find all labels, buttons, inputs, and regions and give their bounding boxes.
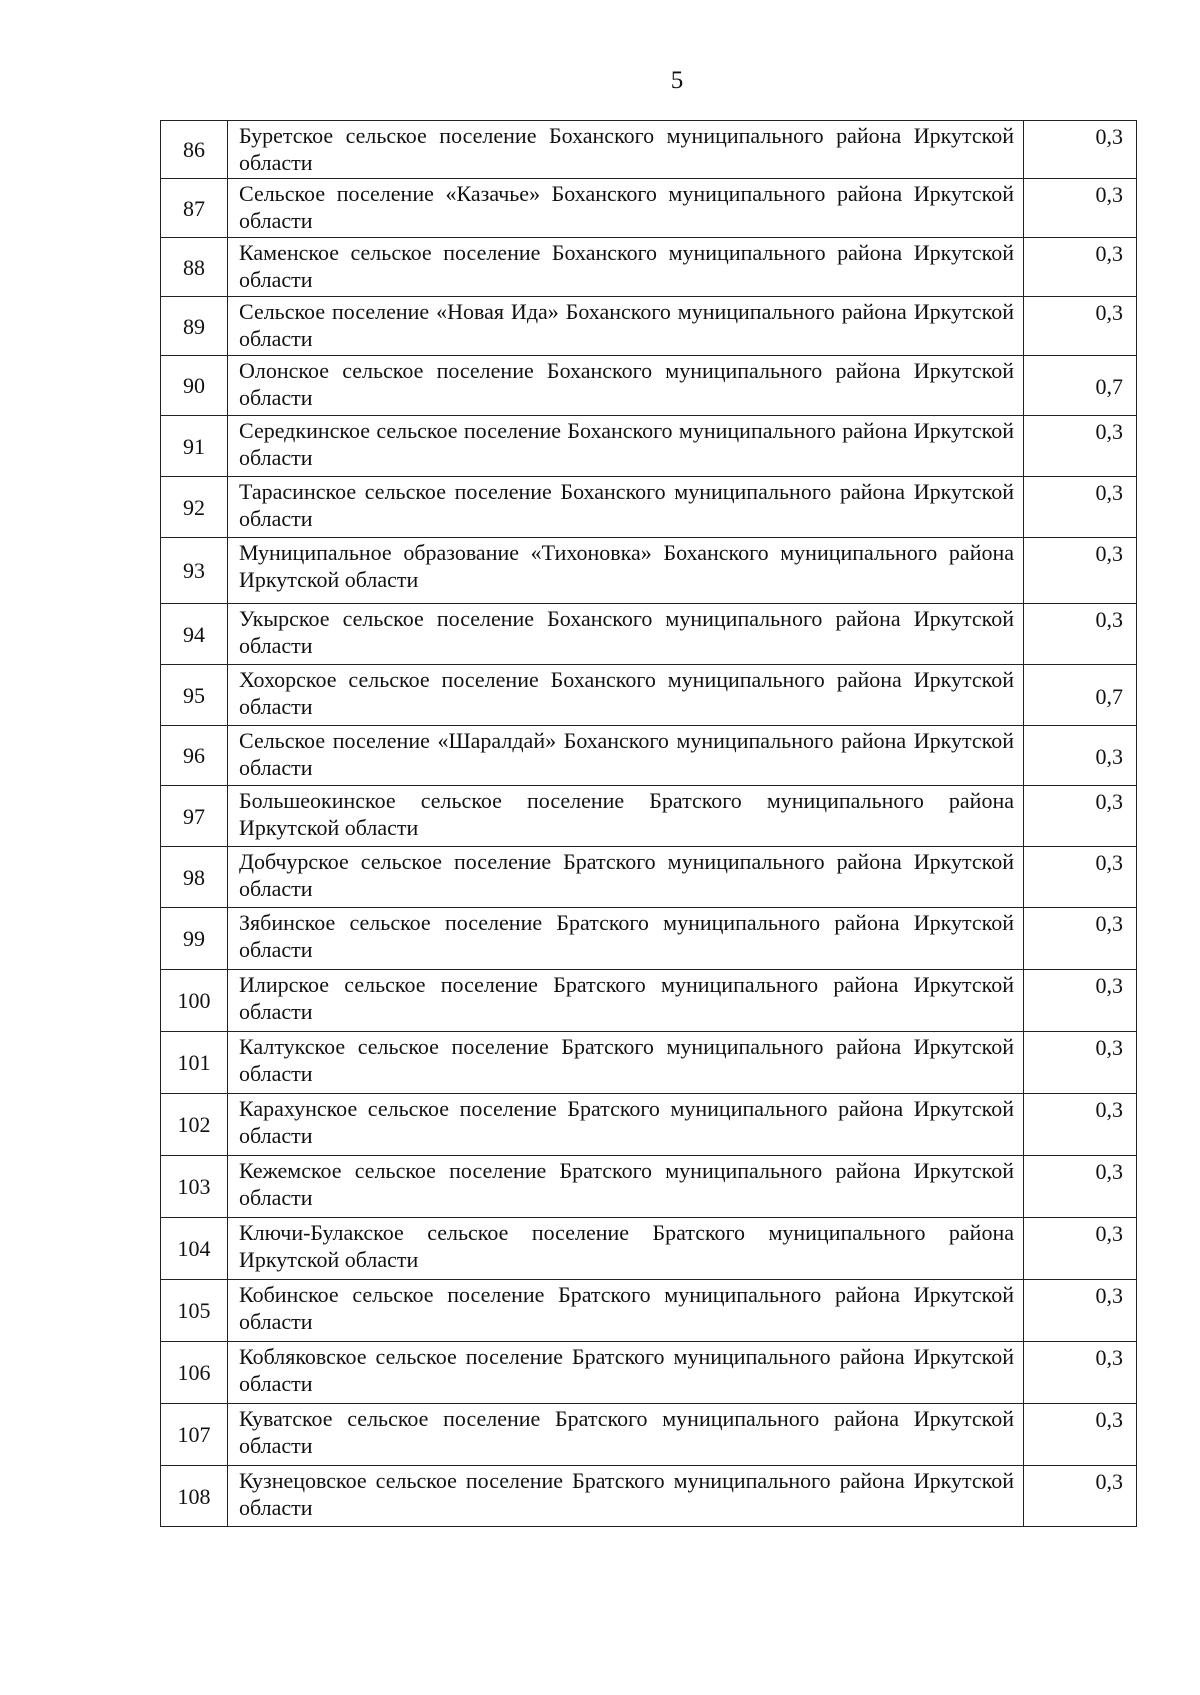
row-number: 91 <box>161 416 228 477</box>
row-number: 99 <box>161 908 228 970</box>
row-number: 94 <box>161 604 228 665</box>
row-number: 104 <box>161 1218 228 1280</box>
settlement-name: Середкинское сельское поселение Боханского муниципального района Иркутской области <box>228 416 1024 477</box>
row-number: 86 <box>161 121 228 179</box>
row-value: 0,3 <box>1024 297 1137 356</box>
settlement-name: Хохорское сельское поселение Боханского муниципального района Иркутской области <box>228 665 1024 726</box>
table-row <box>161 847 1137 908</box>
row-value: 0,3 <box>1024 1404 1137 1466</box>
row-value: 0,3 <box>1024 726 1137 786</box>
settlement-name: Большеокинское сельское поселение Братского муниципального района Иркутской области <box>228 786 1024 847</box>
row-value: 0,7 <box>1024 665 1137 726</box>
table-row <box>161 179 1137 238</box>
row-number: 95 <box>161 665 228 726</box>
settlement-name: Сельское поселение «Казачье» Боханского муниципального района Иркутской области <box>228 179 1024 238</box>
row-number: 93 <box>161 538 228 604</box>
page-number: 5 <box>670 67 684 94</box>
row-value: 0,7 <box>1024 356 1137 416</box>
row-value: 0,3 <box>1024 238 1137 297</box>
settlement-name: Куватское сельское поселение Братского муниципального района Иркутской области <box>228 1404 1024 1466</box>
row-number: 89 <box>161 297 228 356</box>
row-number: 87 <box>161 179 228 238</box>
row-value: 0,3 <box>1024 121 1137 179</box>
table-row <box>161 1156 1137 1218</box>
row-number: 108 <box>161 1466 228 1527</box>
table-row <box>161 416 1137 477</box>
row-number: 98 <box>161 847 228 908</box>
table-row <box>161 665 1137 726</box>
table-row <box>161 1094 1137 1156</box>
row-number: 88 <box>161 238 228 297</box>
settlement-name: Каменское сельское поселение Боханского муниципального района Иркутской области <box>228 238 1024 297</box>
settlement-name: Кобинское сельское поселение Братского муниципального района Иркутской области <box>228 1280 1024 1342</box>
settlement-name: Добчурское сельское поселение Братского муниципального района Иркутской области <box>228 847 1024 908</box>
table-row <box>161 1218 1137 1280</box>
settlement-name: Зябинское сельское поселение Братского муниципального района Иркутской области <box>228 908 1024 970</box>
row-value: 0,3 <box>1024 1218 1137 1280</box>
row-number: 102 <box>161 1094 228 1156</box>
row-number: 92 <box>161 477 228 538</box>
row-value: 0,3 <box>1024 179 1137 238</box>
table-row <box>161 786 1137 847</box>
table-row <box>161 726 1137 786</box>
row-value: 0,3 <box>1024 908 1137 970</box>
settlement-name: Кузнецовское сельское поселение Братского муниципального района Иркутской области <box>228 1466 1024 1527</box>
settlement-name: Сельское поселение «Шаралдай» Боханского муниципального района Иркутской области <box>228 726 1024 786</box>
table-row <box>161 356 1137 416</box>
settlement-name: Кежемское сельское поселение Братского муниципального района Иркутской области <box>228 1156 1024 1218</box>
settlement-name: Олонское сельское поселение Боханского муниципального района Иркутской области <box>228 356 1024 416</box>
row-value: 0,3 <box>1024 847 1137 908</box>
row-value: 0,3 <box>1024 1342 1137 1404</box>
settlements-table <box>160 120 1137 1527</box>
row-value: 0,3 <box>1024 1280 1137 1342</box>
row-value: 0,3 <box>1024 786 1137 847</box>
table-row <box>161 1032 1137 1094</box>
row-value: 0,3 <box>1024 970 1137 1032</box>
table-row <box>161 1404 1137 1466</box>
table-row <box>161 908 1137 970</box>
row-value: 0,3 <box>1024 1466 1137 1527</box>
table-row <box>161 970 1137 1032</box>
row-number: 107 <box>161 1404 228 1466</box>
settlement-name: Кобляковское сельское поселение Братского муниципального района Иркутской области <box>228 1342 1024 1404</box>
row-number: 101 <box>161 1032 228 1094</box>
row-value: 0,3 <box>1024 538 1137 604</box>
row-value: 0,3 <box>1024 1156 1137 1218</box>
row-value: 0,3 <box>1024 604 1137 665</box>
settlement-name: Муниципальное образование «Тихоновка» Боханского муниципального района Иркутской области <box>228 538 1024 604</box>
row-value: 0,3 <box>1024 416 1137 477</box>
table-row <box>161 477 1137 538</box>
settlement-name: Калтукское сельское поселение Братского муниципального района Иркутской области <box>228 1032 1024 1094</box>
table-row <box>161 121 1137 179</box>
row-value: 0,3 <box>1024 1094 1137 1156</box>
row-number: 100 <box>161 970 228 1032</box>
row-number: 106 <box>161 1342 228 1404</box>
row-number: 105 <box>161 1280 228 1342</box>
table-row <box>161 604 1137 665</box>
settlement-name: Карахунское сельское поселение Братского муниципального района Иркутской области <box>228 1094 1024 1156</box>
row-number: 103 <box>161 1156 228 1218</box>
row-number: 90 <box>161 356 228 416</box>
settlement-name: Укырское сельское поселение Боханского муниципального района Иркутской области <box>228 604 1024 665</box>
row-value: 0,3 <box>1024 477 1137 538</box>
table-row <box>161 238 1137 297</box>
table-row <box>161 297 1137 356</box>
table-row <box>161 1342 1137 1404</box>
settlement-name: Сельское поселение «Новая Ида» Боханского муниципального района Иркутской области <box>228 297 1024 356</box>
settlement-name: Буретское сельское поселение Боханского муниципального района Иркутской области <box>228 121 1024 179</box>
settlement-name: Тарасинское сельское поселение Боханского муниципального района Иркутской области <box>228 477 1024 538</box>
table-row <box>161 1280 1137 1342</box>
settlement-name: Илирское сельское поселение Братского муниципального района Иркутской области <box>228 970 1024 1032</box>
table-row <box>161 1466 1137 1527</box>
row-value: 0,3 <box>1024 1032 1137 1094</box>
table-row <box>161 538 1137 604</box>
row-number: 96 <box>161 726 228 786</box>
settlement-name: Ключи-Булакское сельское поселение Братского муниципального района Иркутской области <box>228 1218 1024 1280</box>
row-number: 97 <box>161 786 228 847</box>
